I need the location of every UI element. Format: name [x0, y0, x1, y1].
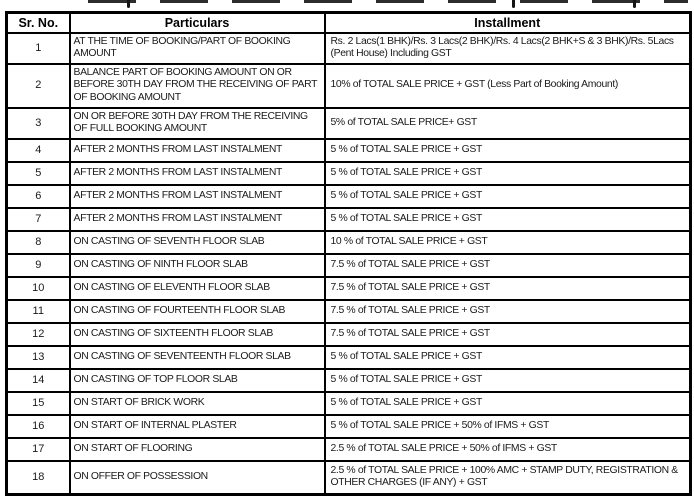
cell-installment: 5 % of TOTAL SALE PRICE + 50% of IFMS + GST	[325, 415, 691, 438]
cropped-heading-descender	[512, 0, 515, 8]
cell-particulars: ON OR BEFORE 30TH DAY FROM THE RECEIVING OF FULL BOOKING AMOUNT	[70, 108, 325, 139]
cell-sr-no: 4	[7, 139, 70, 162]
cell-sr-no: 3	[7, 108, 70, 139]
cell-installment: 7.5 % of TOTAL SALE PRICE + GST	[325, 254, 691, 277]
table-row	[7, 415, 691, 438]
cell-sr-no: 11	[7, 300, 70, 323]
cell-installment: 5 % of TOTAL SALE PRICE + GST	[325, 346, 691, 369]
cell-sr-no: 14	[7, 369, 70, 392]
table-row	[7, 254, 691, 277]
cell-particulars: ON CASTING OF SIXTEENTH FLOOR SLAB	[70, 323, 325, 346]
table-row	[7, 185, 691, 208]
table-row	[7, 323, 691, 346]
cell-sr-no: 17	[7, 438, 70, 461]
cell-sr-no: 2	[7, 64, 70, 108]
cell-installment: 7.5 % of TOTAL SALE PRICE + GST	[325, 323, 691, 346]
table-row	[7, 108, 691, 139]
cell-installment: 7.5 % of TOTAL SALE PRICE + GST	[325, 300, 691, 323]
cell-particulars: AT THE TIME OF BOOKING/PART OF BOOKING AMOUNT	[70, 33, 325, 64]
cropped-heading-fragments	[88, 0, 688, 9]
cell-particulars: AFTER 2 MONTHS FROM LAST INSTALMENT	[70, 162, 325, 185]
cell-particulars: BALANCE PART OF BOOKING AMOUNT ON OR BEFORE 30TH DAY FROM THE RECEIVING OF PART OF BOOKING AMOUNT	[70, 64, 325, 108]
cell-sr-no: 18	[7, 461, 70, 495]
cell-particulars: ON OFFER OF POSSESSION	[70, 461, 325, 495]
header-sr-no: Sr. No.	[7, 13, 70, 33]
cropped-heading-descender	[633, 0, 636, 8]
table-row	[7, 64, 691, 108]
table-row	[7, 277, 691, 300]
cropped-heading-dashes	[88, 0, 688, 3]
cell-installment: 5% of TOTAL SALE PRICE+ GST	[325, 108, 691, 139]
cropped-heading-descender	[127, 0, 130, 8]
cell-particulars: AFTER 2 MONTHS FROM LAST INSTALMENT	[70, 185, 325, 208]
cell-particulars: ON START OF INTERNAL PLASTER	[70, 415, 325, 438]
cell-installment: 10% of TOTAL SALE PRICE + GST (Less Part of Booking Amount)	[325, 64, 691, 108]
header-installment: Installment	[325, 13, 691, 33]
cell-installment: 10 % of TOTAL SALE PRICE + GST	[325, 231, 691, 254]
table-row	[7, 392, 691, 415]
cell-particulars: ON CASTING OF FOURTEENTH FLOOR SLAB	[70, 300, 325, 323]
cell-particulars: ON CASTING OF SEVENTH FLOOR SLAB	[70, 231, 325, 254]
cell-particulars: ON START OF FLOORING	[70, 438, 325, 461]
cell-installment: 2.5 % of TOTAL SALE PRICE + 100% AMC + STAMP DUTY, REGISTRATION & OTHER CHARGES (IF ANY) + GST	[325, 461, 691, 495]
table-row	[7, 369, 691, 392]
cell-sr-no: 6	[7, 185, 70, 208]
cell-installment: 5 % of TOTAL SALE PRICE + GST	[325, 185, 691, 208]
payment-schedule-table	[5, 11, 692, 496]
table-row	[7, 162, 691, 185]
cell-installment: 7.5 % of TOTAL SALE PRICE + GST	[325, 277, 691, 300]
cell-particulars: ON CASTING OF ELEVENTH FLOOR SLAB	[70, 277, 325, 300]
cell-sr-no: 1	[7, 33, 70, 64]
header-particulars: Particulars	[70, 13, 325, 33]
table-row	[7, 300, 691, 323]
cell-particulars: AFTER 2 MONTHS FROM LAST INSTALMENT	[70, 139, 325, 162]
cell-sr-no: 5	[7, 162, 70, 185]
cell-installment: 5 % of TOTAL SALE PRICE + GST	[325, 139, 691, 162]
cell-installment: 5 % of TOTAL SALE PRICE + GST	[325, 369, 691, 392]
table-row	[7, 231, 691, 254]
table-row	[7, 346, 691, 369]
table-row	[7, 208, 691, 231]
cell-particulars: ON START OF BRICK WORK	[70, 392, 325, 415]
cell-particulars: ON CASTING OF NINTH FLOOR SLAB	[70, 254, 325, 277]
cell-installment: 2.5 % of TOTAL SALE PRICE + 50% of IFMS + GST	[325, 438, 691, 461]
cell-particulars: ON CASTING OF TOP FLOOR SLAB	[70, 369, 325, 392]
table-row	[7, 461, 691, 495]
cell-sr-no: 13	[7, 346, 70, 369]
cell-installment: 5 % of TOTAL SALE PRICE + GST	[325, 392, 691, 415]
cell-particulars: ON CASTING OF SEVENTEENTH FLOOR SLAB	[70, 346, 325, 369]
cell-sr-no: 9	[7, 254, 70, 277]
table-row	[7, 438, 691, 461]
cell-sr-no: 10	[7, 277, 70, 300]
cell-sr-no: 8	[7, 231, 70, 254]
table-row	[7, 33, 691, 64]
cell-installment: Rs. 2 Lacs(1 BHK)/Rs. 3 Lacs(2 BHK)/Rs. 4 Lacs(2 BHK+S & 3 BHK)/Rs. 5Lacs (Pent House) Including GST	[325, 33, 691, 64]
cell-particulars: AFTER 2 MONTHS FROM LAST INSTALMENT	[70, 208, 325, 231]
table-row	[7, 139, 691, 162]
cell-installment: 5 % of TOTAL SALE PRICE + GST	[325, 208, 691, 231]
cell-installment: 5 % of TOTAL SALE PRICE + GST	[325, 162, 691, 185]
cell-sr-no: 16	[7, 415, 70, 438]
cell-sr-no: 7	[7, 208, 70, 231]
table-header-row	[7, 13, 691, 33]
cell-sr-no: 12	[7, 323, 70, 346]
cell-sr-no: 15	[7, 392, 70, 415]
